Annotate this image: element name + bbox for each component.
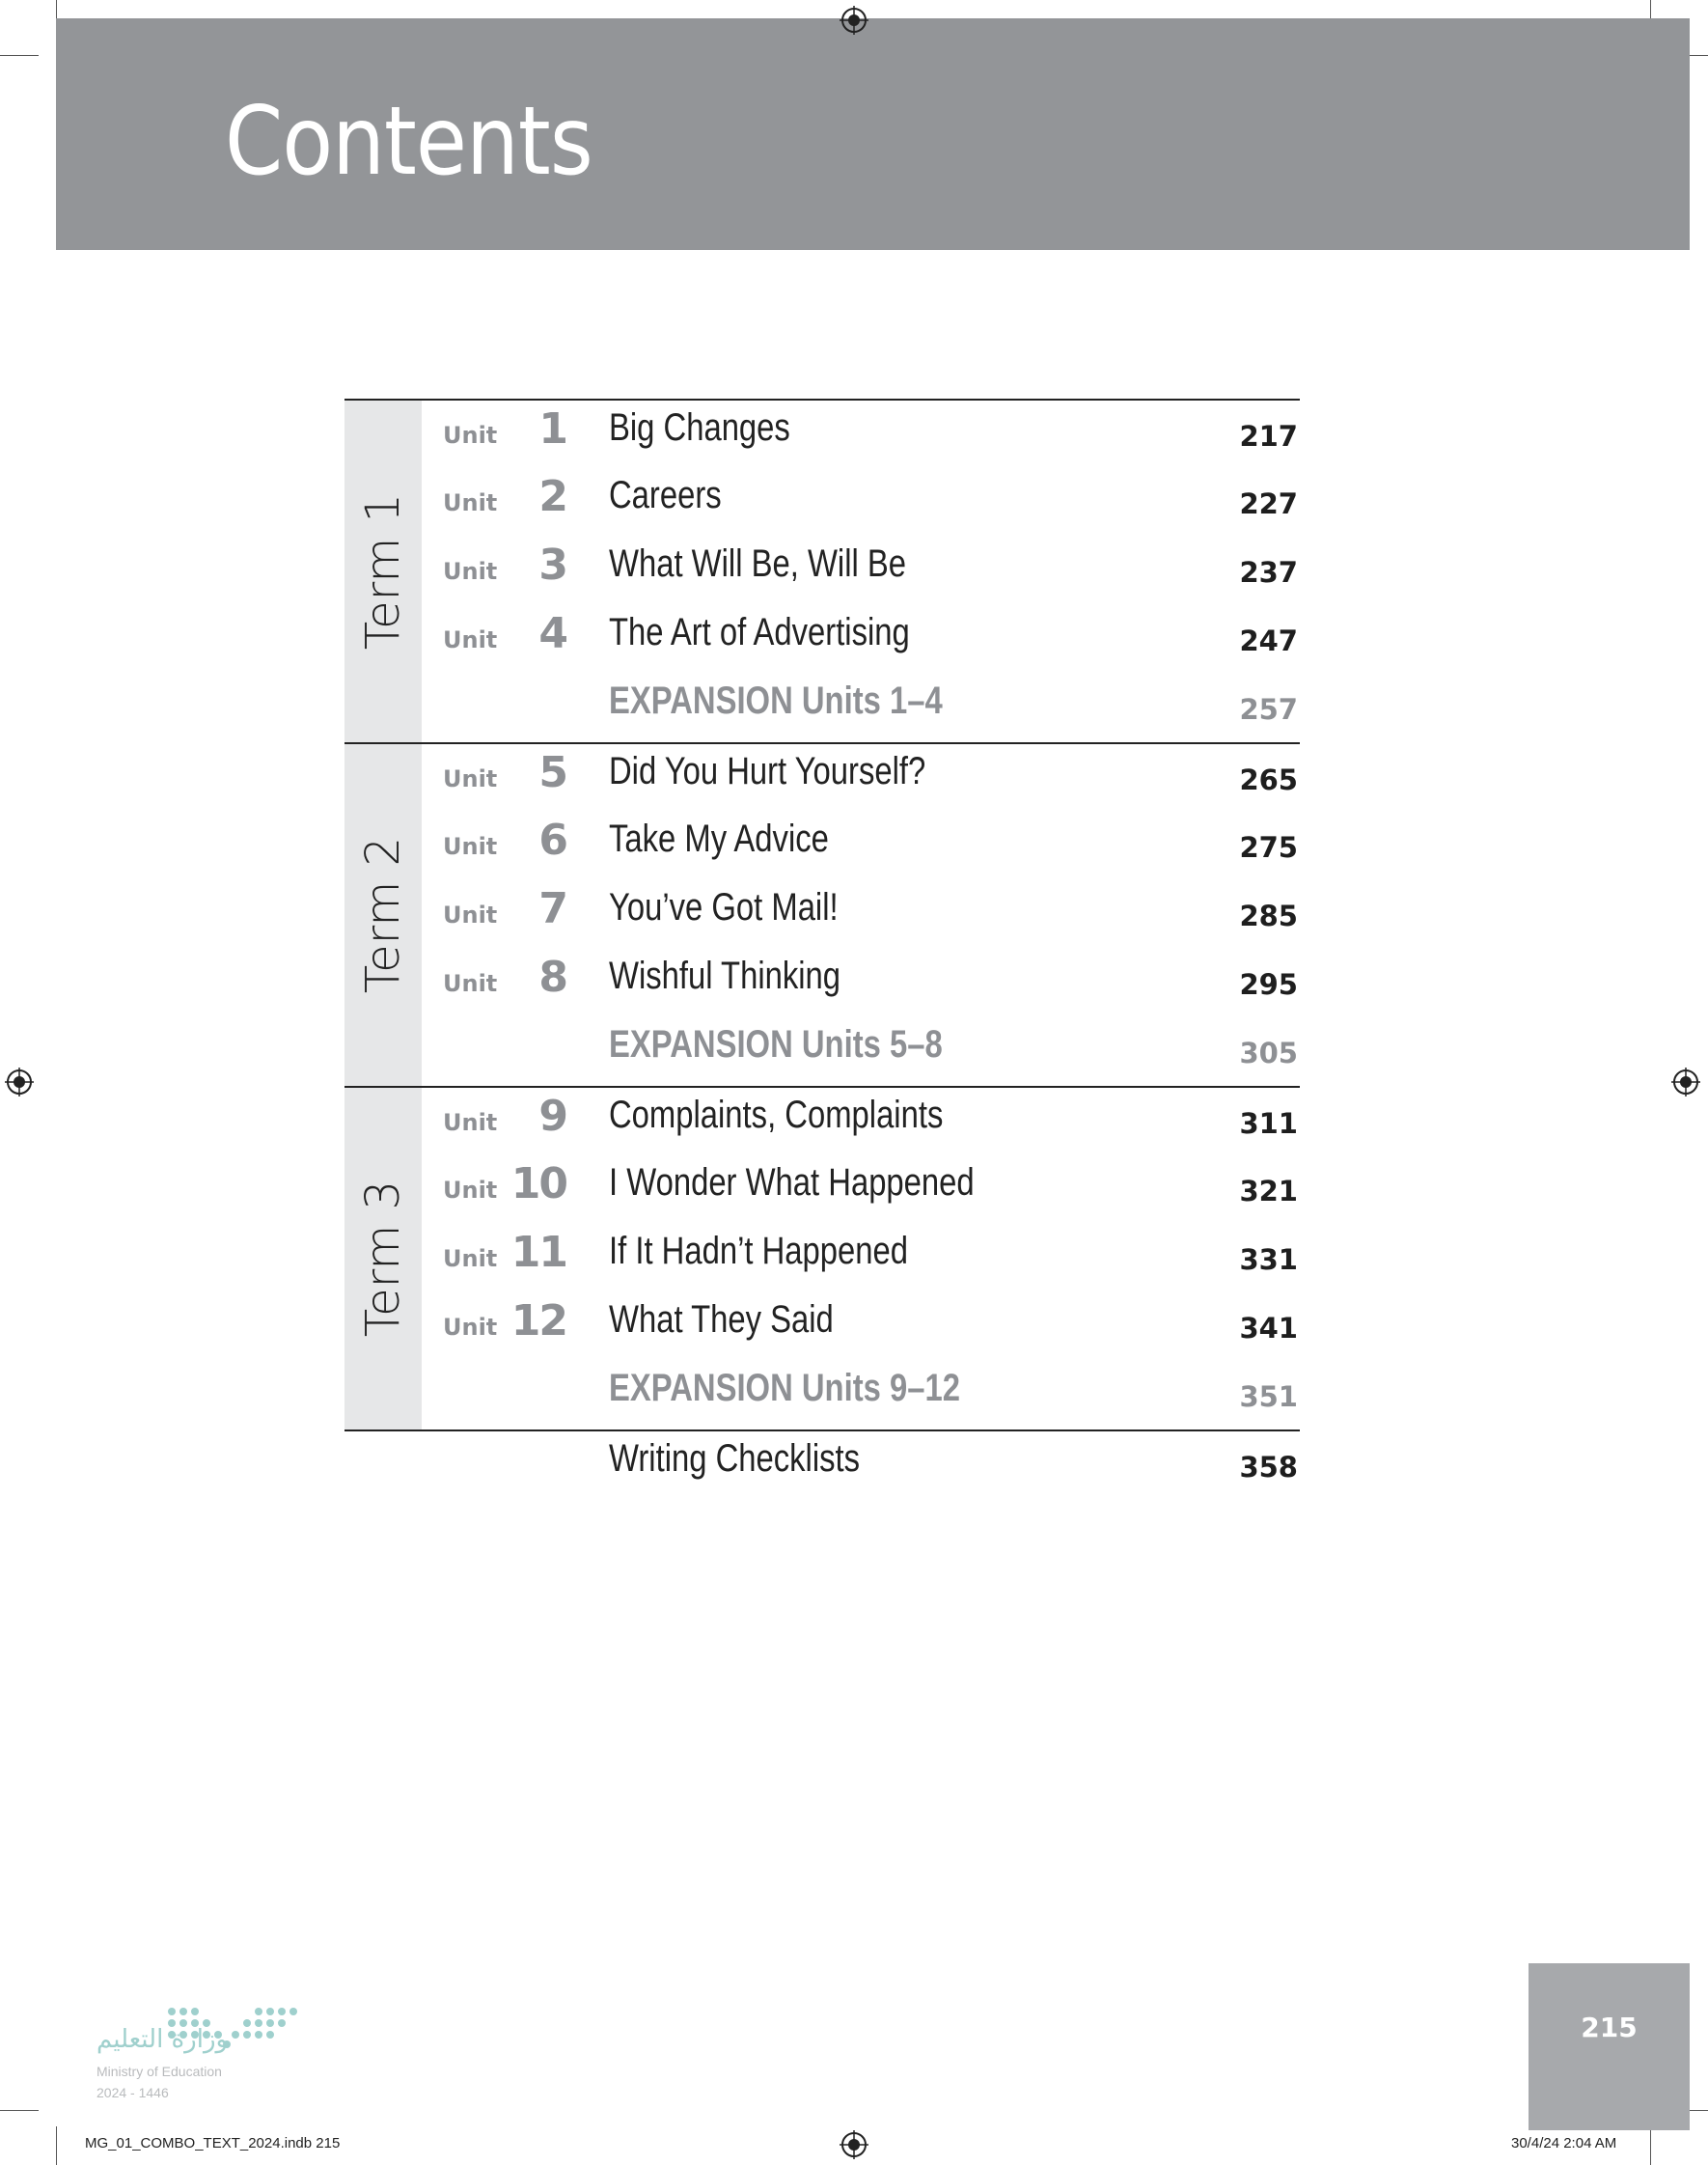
- unit-word: Unit: [443, 765, 498, 792]
- toc-entry[interactable]: [422, 537, 1300, 604]
- unit-number: 1: [538, 404, 566, 454]
- unit-number: 10: [510, 1159, 566, 1208]
- registration-mark-icon: [840, 2130, 868, 2159]
- crop-mark: [0, 2110, 39, 2111]
- page-number: 257: [1239, 693, 1298, 726]
- unit-word: Unit: [443, 422, 498, 449]
- page-number: 295: [1239, 968, 1298, 1001]
- ministry-name-english: Ministry of Education: [96, 2064, 222, 2079]
- page-number: 265: [1239, 763, 1298, 796]
- expansion-title[interactable]: EXPANSION Units 9–12: [609, 1367, 960, 1409]
- page-number: 285: [1239, 900, 1298, 932]
- term-section: [344, 1086, 1300, 1429]
- unit-title[interactable]: The Art of Advertising: [609, 611, 910, 653]
- toc-entry[interactable]: [422, 880, 1300, 948]
- unit-number: 5: [538, 748, 566, 797]
- toc-entry[interactable]: [422, 1292, 1300, 1360]
- term-section: [344, 399, 1300, 742]
- page-number: 341: [1239, 1312, 1298, 1345]
- term-sidebar: [344, 744, 422, 1086]
- term-sidebar: [344, 401, 422, 742]
- term-section: [344, 742, 1300, 1086]
- term-sidebar: [344, 1088, 422, 1429]
- unit-number: 12: [510, 1296, 566, 1346]
- expansion-title[interactable]: EXPANSION Units 5–8: [609, 1023, 943, 1066]
- page-number: 311: [1239, 1107, 1298, 1140]
- toc-expansion-entry[interactable]: [422, 1017, 1300, 1085]
- unit-title[interactable]: Big Changes: [609, 406, 790, 449]
- unit-title[interactable]: Careers: [609, 474, 722, 516]
- toc-entry[interactable]: [422, 1088, 1300, 1155]
- unit-word: Unit: [443, 902, 498, 929]
- page-folio-number: 215: [1581, 2012, 1638, 2043]
- toc-expansion-entry[interactable]: [422, 674, 1300, 741]
- page-number: 237: [1239, 556, 1298, 589]
- registration-mark-icon: [840, 6, 868, 35]
- unit-word: Unit: [443, 970, 498, 997]
- unit-number: 7: [538, 884, 566, 933]
- unit-title[interactable]: What They Said: [609, 1298, 834, 1341]
- toc-entry[interactable]: [422, 468, 1300, 536]
- unit-word: Unit: [443, 489, 498, 516]
- toc-entry[interactable]: [422, 401, 1300, 468]
- unit-number: 2: [538, 472, 566, 521]
- page-title: Contents: [225, 87, 592, 197]
- unit-title[interactable]: Complaints, Complaints: [609, 1094, 944, 1136]
- unit-number: 3: [538, 541, 566, 590]
- unit-word: Unit: [443, 1314, 498, 1341]
- term-label: Term 3: [356, 1180, 410, 1338]
- page-number: 275: [1239, 831, 1298, 864]
- crop-mark: [0, 55, 39, 56]
- unit-word: Unit: [443, 626, 498, 653]
- unit-title[interactable]: Writing Checklists: [609, 1437, 861, 1480]
- contents-table: [344, 399, 1300, 1509]
- page-number: 358: [1239, 1451, 1298, 1484]
- unit-title[interactable]: What Will Be, Will Be: [609, 542, 906, 585]
- unit-title[interactable]: Wishful Thinking: [609, 955, 841, 997]
- unit-number: 8: [538, 953, 566, 1002]
- print-slug-date: 30/4/24 2:04 AM: [1511, 2135, 1617, 2151]
- unit-title[interactable]: Did You Hurt Yourself?: [609, 750, 926, 792]
- page-number: 321: [1239, 1175, 1298, 1207]
- term-label: Term 2: [356, 836, 410, 994]
- print-slug-file: MG_01_COMBO_TEXT_2024.indb 215: [85, 2135, 341, 2151]
- crop-mark: [56, 2126, 57, 2165]
- ministry-name-arabic: وزارة التعليم: [96, 2025, 229, 2054]
- page-number: 331: [1239, 1243, 1298, 1276]
- toc-entry[interactable]: [422, 1224, 1300, 1291]
- registration-mark-icon: [5, 1068, 34, 1096]
- toc-entry[interactable]: [422, 812, 1300, 879]
- unit-title[interactable]: I Wonder What Happened: [609, 1161, 975, 1204]
- unit-number: 4: [538, 609, 566, 658]
- page-number: 217: [1239, 420, 1298, 453]
- page-number: 305: [1239, 1037, 1298, 1069]
- ministry-year: 2024 - 1446: [96, 2085, 169, 2100]
- unit-number: 6: [538, 816, 566, 865]
- toc-entry[interactable]: [422, 949, 1300, 1016]
- registration-mark-icon: [1671, 1068, 1700, 1096]
- page-number: 247: [1239, 625, 1298, 657]
- unit-title[interactable]: You’ve Got Mail!: [609, 886, 839, 929]
- unit-number: 11: [510, 1228, 566, 1277]
- page-number: 227: [1239, 487, 1298, 520]
- expansion-title[interactable]: EXPANSION Units 1–4: [609, 680, 943, 722]
- folio-box: [1529, 1963, 1690, 2130]
- unit-word: Unit: [443, 1177, 498, 1204]
- unit-word: Unit: [443, 558, 498, 585]
- unit-number: 9: [538, 1092, 566, 1141]
- toc-entry[interactable]: [422, 605, 1300, 673]
- toc-entry[interactable]: [422, 1155, 1300, 1223]
- toc-final-section: [344, 1429, 1300, 1509]
- unit-word: Unit: [443, 1245, 498, 1272]
- term-label: Term 1: [356, 492, 410, 651]
- toc-expansion-entry[interactable]: [422, 1361, 1300, 1429]
- page-number: 351: [1239, 1380, 1298, 1413]
- unit-word: Unit: [443, 1109, 498, 1136]
- unit-title[interactable]: If It Hadn’t Happened: [609, 1230, 908, 1272]
- toc-entry[interactable]: [422, 744, 1300, 812]
- unit-word: Unit: [443, 833, 498, 860]
- unit-title[interactable]: Take My Advice: [609, 818, 829, 860]
- crop-mark: [1650, 2126, 1651, 2165]
- toc-entry[interactable]: [422, 1431, 1300, 1499]
